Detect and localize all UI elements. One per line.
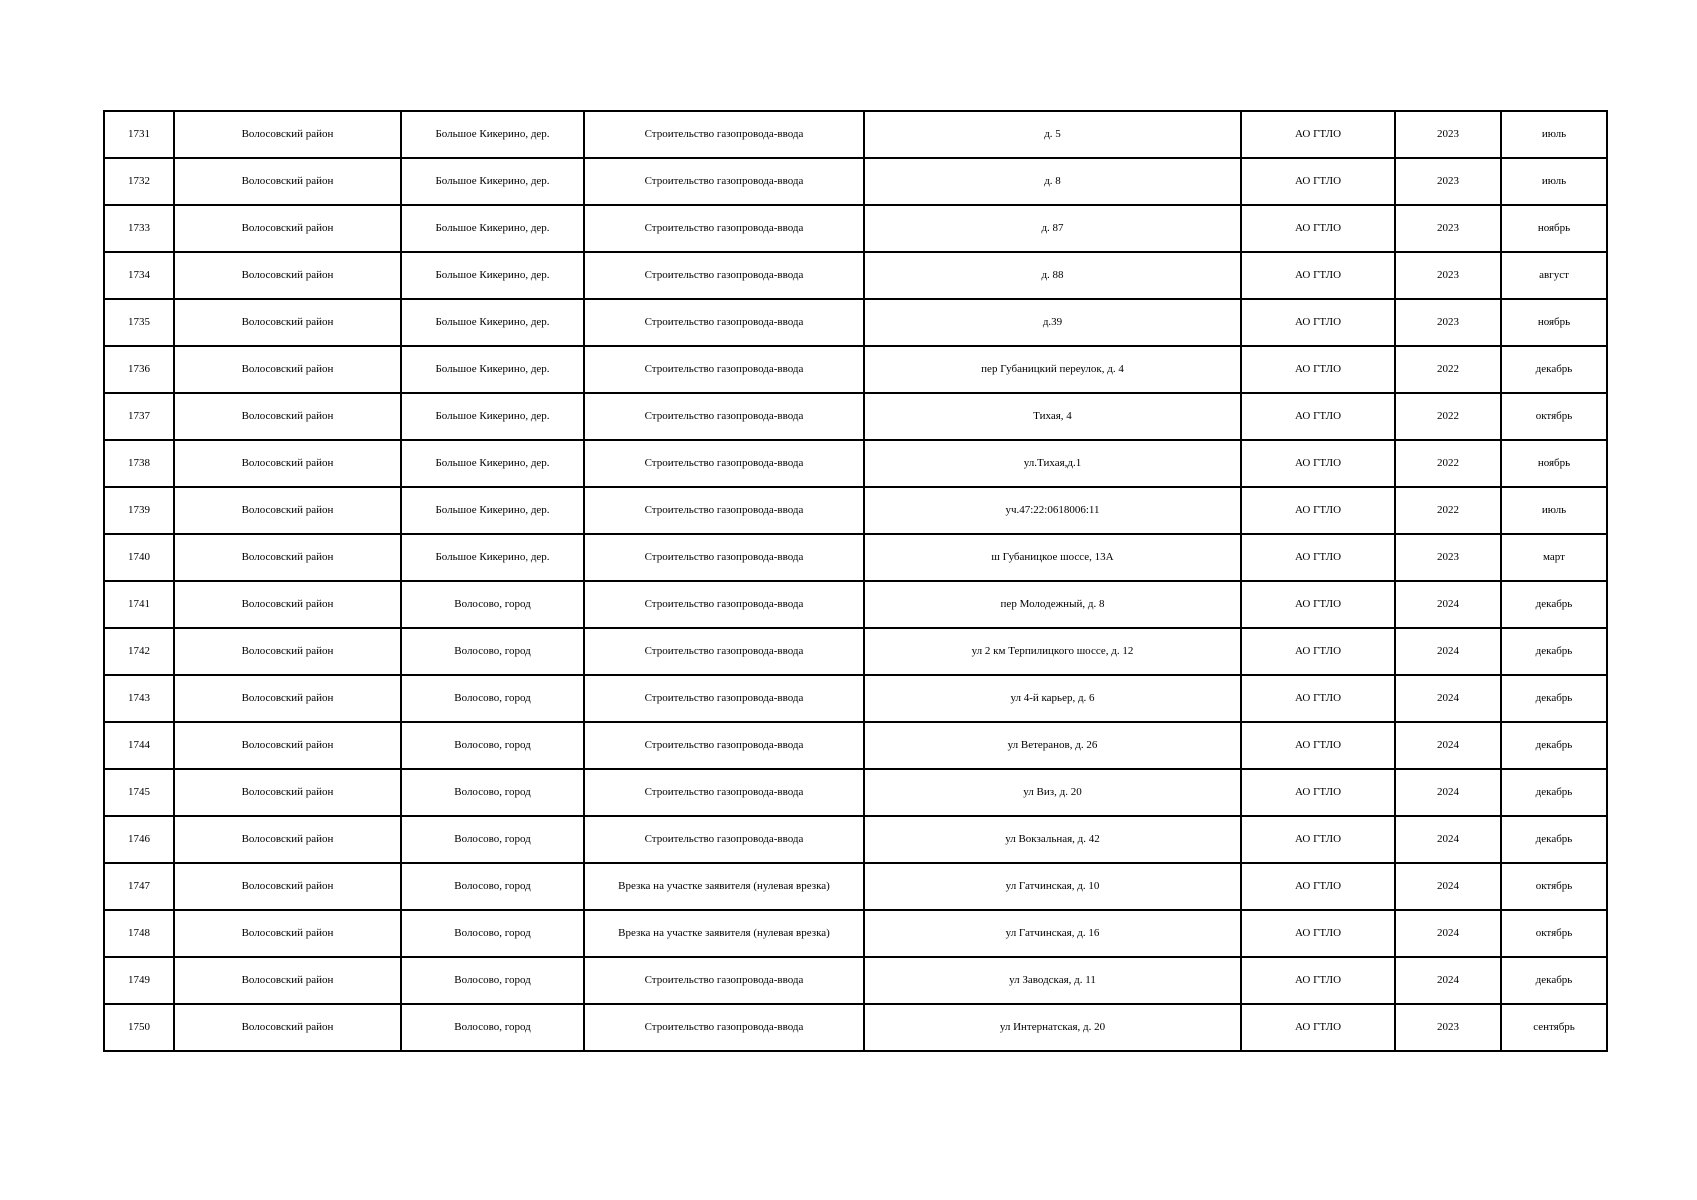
work-type-cell: Строительство газопровода-ввода: [584, 675, 864, 722]
organization-cell: АО ГТЛО: [1241, 111, 1395, 158]
organization-cell: АО ГТЛО: [1241, 581, 1395, 628]
year-cell: 2024: [1395, 863, 1501, 910]
district-cell: Волосовский район: [174, 957, 401, 1004]
organization-cell: АО ГТЛО: [1241, 299, 1395, 346]
gasification-table: [103, 110, 1608, 1052]
work-type-cell: Строительство газопровода-ввода: [584, 158, 864, 205]
row-number-cell: 1741: [104, 581, 174, 628]
year-cell: 2024: [1395, 675, 1501, 722]
work-type-cell: Строительство газопровода-ввода: [584, 628, 864, 675]
organization-cell: АО ГТЛО: [1241, 675, 1395, 722]
row-number-cell: 1735: [104, 299, 174, 346]
year-cell: 2022: [1395, 487, 1501, 534]
year-cell: 2023: [1395, 534, 1501, 581]
table-row: [104, 816, 1607, 863]
work-type-cell: Строительство газопровода-ввода: [584, 534, 864, 581]
locality-cell: Волосово, город: [401, 628, 584, 675]
row-number-cell: 1746: [104, 816, 174, 863]
table-row: [104, 769, 1607, 816]
address-cell: ул Виз, д. 20: [864, 769, 1241, 816]
month-cell: октябрь: [1501, 910, 1607, 957]
locality-cell: Большое Кикерино, дер.: [401, 393, 584, 440]
row-number-cell: 1748: [104, 910, 174, 957]
organization-cell: АО ГТЛО: [1241, 1004, 1395, 1051]
district-cell: Волосовский район: [174, 1004, 401, 1051]
address-cell: д.39: [864, 299, 1241, 346]
month-cell: декабрь: [1501, 628, 1607, 675]
year-cell: 2022: [1395, 346, 1501, 393]
organization-cell: АО ГТЛО: [1241, 534, 1395, 581]
locality-cell: Волосово, город: [401, 675, 584, 722]
work-type-cell: Строительство газопровода-ввода: [584, 487, 864, 534]
table-row: [104, 252, 1607, 299]
table-row: [104, 299, 1607, 346]
work-type-cell: Строительство газопровода-ввода: [584, 252, 864, 299]
address-cell: ул Гатчинская, д. 10: [864, 863, 1241, 910]
year-cell: 2022: [1395, 440, 1501, 487]
year-cell: 2023: [1395, 111, 1501, 158]
locality-cell: Большое Кикерино, дер.: [401, 534, 584, 581]
month-cell: август: [1501, 252, 1607, 299]
row-number-cell: 1744: [104, 722, 174, 769]
row-number-cell: 1739: [104, 487, 174, 534]
table-row: [104, 393, 1607, 440]
table-row: [104, 863, 1607, 910]
district-cell: Волосовский район: [174, 393, 401, 440]
address-cell: ул Заводская, д. 11: [864, 957, 1241, 1004]
table-row: [104, 581, 1607, 628]
row-number-cell: 1734: [104, 252, 174, 299]
district-cell: Волосовский район: [174, 299, 401, 346]
locality-cell: Волосово, город: [401, 581, 584, 628]
locality-cell: Волосово, город: [401, 863, 584, 910]
year-cell: 2023: [1395, 252, 1501, 299]
table-row: [104, 487, 1607, 534]
locality-cell: Волосово, город: [401, 957, 584, 1004]
locality-cell: Большое Кикерино, дер.: [401, 252, 584, 299]
district-cell: Волосовский район: [174, 534, 401, 581]
address-cell: д. 87: [864, 205, 1241, 252]
address-cell: ул.Тихая,д.1: [864, 440, 1241, 487]
row-number-cell: 1742: [104, 628, 174, 675]
locality-cell: Большое Кикерино, дер.: [401, 205, 584, 252]
table-row: [104, 910, 1607, 957]
month-cell: декабрь: [1501, 581, 1607, 628]
work-type-cell: Врезка на участке заявителя (нулевая врезка): [584, 863, 864, 910]
locality-cell: Волосово, город: [401, 1004, 584, 1051]
work-type-cell: Строительство газопровода-ввода: [584, 205, 864, 252]
table-row: [104, 534, 1607, 581]
table-row: [104, 628, 1607, 675]
work-type-cell: Строительство газопровода-ввода: [584, 393, 864, 440]
organization-cell: АО ГТЛО: [1241, 252, 1395, 299]
address-cell: уч.47:22:0618006:11: [864, 487, 1241, 534]
month-cell: октябрь: [1501, 393, 1607, 440]
month-cell: ноябрь: [1501, 205, 1607, 252]
month-cell: ноябрь: [1501, 440, 1607, 487]
organization-cell: АО ГТЛО: [1241, 910, 1395, 957]
address-cell: ул 2 км Терпилицкого шоссе, д. 12: [864, 628, 1241, 675]
row-number-cell: 1738: [104, 440, 174, 487]
table-row: [104, 111, 1607, 158]
district-cell: Волосовский район: [174, 111, 401, 158]
work-type-cell: Строительство газопровода-ввода: [584, 957, 864, 1004]
address-cell: ул Ветеранов, д. 26: [864, 722, 1241, 769]
row-number-cell: 1732: [104, 158, 174, 205]
address-cell: д. 88: [864, 252, 1241, 299]
district-cell: Волосовский район: [174, 252, 401, 299]
table-row: [104, 675, 1607, 722]
district-cell: Волосовский район: [174, 769, 401, 816]
year-cell: 2024: [1395, 722, 1501, 769]
address-cell: д. 8: [864, 158, 1241, 205]
address-cell: ул Интернатская, д. 20: [864, 1004, 1241, 1051]
row-number-cell: 1749: [104, 957, 174, 1004]
work-type-cell: Строительство газопровода-ввода: [584, 581, 864, 628]
row-number-cell: 1736: [104, 346, 174, 393]
organization-cell: АО ГТЛО: [1241, 722, 1395, 769]
row-number-cell: 1750: [104, 1004, 174, 1051]
year-cell: 2024: [1395, 957, 1501, 1004]
table-body: [104, 111, 1607, 1051]
address-cell: пер Молодежный, д. 8: [864, 581, 1241, 628]
row-number-cell: 1737: [104, 393, 174, 440]
locality-cell: Большое Кикерино, дер.: [401, 440, 584, 487]
work-type-cell: Строительство газопровода-ввода: [584, 346, 864, 393]
address-cell: Тихая, 4: [864, 393, 1241, 440]
table-row: [104, 205, 1607, 252]
address-cell: ул 4-й карьер, д. 6: [864, 675, 1241, 722]
organization-cell: АО ГТЛО: [1241, 440, 1395, 487]
address-cell: ш Губаницкое шоссе, 13А: [864, 534, 1241, 581]
year-cell: 2024: [1395, 910, 1501, 957]
locality-cell: Волосово, город: [401, 769, 584, 816]
month-cell: декабрь: [1501, 816, 1607, 863]
district-cell: Волосовский район: [174, 863, 401, 910]
locality-cell: Волосово, город: [401, 910, 584, 957]
year-cell: 2023: [1395, 205, 1501, 252]
work-type-cell: Строительство газопровода-ввода: [584, 111, 864, 158]
month-cell: июль: [1501, 111, 1607, 158]
address-cell: ул Вокзальная, д. 42: [864, 816, 1241, 863]
month-cell: декабрь: [1501, 346, 1607, 393]
table-row: [104, 957, 1607, 1004]
district-cell: Волосовский район: [174, 205, 401, 252]
year-cell: 2023: [1395, 299, 1501, 346]
work-type-cell: Строительство газопровода-ввода: [584, 1004, 864, 1051]
organization-cell: АО ГТЛО: [1241, 957, 1395, 1004]
organization-cell: АО ГТЛО: [1241, 346, 1395, 393]
table-row: [104, 1004, 1607, 1051]
district-cell: Волосовский район: [174, 816, 401, 863]
locality-cell: Большое Кикерино, дер.: [401, 487, 584, 534]
organization-cell: АО ГТЛО: [1241, 863, 1395, 910]
row-number-cell: 1747: [104, 863, 174, 910]
organization-cell: АО ГТЛО: [1241, 487, 1395, 534]
district-cell: Волосовский район: [174, 581, 401, 628]
locality-cell: Большое Кикерино, дер.: [401, 111, 584, 158]
work-type-cell: Строительство газопровода-ввода: [584, 769, 864, 816]
address-cell: пер Губаницкий переулок, д. 4: [864, 346, 1241, 393]
table-row: [104, 722, 1607, 769]
month-cell: март: [1501, 534, 1607, 581]
organization-cell: АО ГТЛО: [1241, 816, 1395, 863]
month-cell: декабрь: [1501, 722, 1607, 769]
row-number-cell: 1745: [104, 769, 174, 816]
year-cell: 2024: [1395, 581, 1501, 628]
district-cell: Волосовский район: [174, 910, 401, 957]
work-type-cell: Строительство газопровода-ввода: [584, 816, 864, 863]
year-cell: 2024: [1395, 769, 1501, 816]
month-cell: сентябрь: [1501, 1004, 1607, 1051]
work-type-cell: Строительство газопровода-ввода: [584, 440, 864, 487]
work-type-cell: Строительство газопровода-ввода: [584, 299, 864, 346]
table-row: [104, 346, 1607, 393]
address-cell: ул Гатчинская, д. 16: [864, 910, 1241, 957]
district-cell: Волосовский район: [174, 675, 401, 722]
work-type-cell: Строительство газопровода-ввода: [584, 722, 864, 769]
district-cell: Волосовский район: [174, 628, 401, 675]
organization-cell: АО ГТЛО: [1241, 158, 1395, 205]
month-cell: октябрь: [1501, 863, 1607, 910]
work-type-cell: Врезка на участке заявителя (нулевая врезка): [584, 910, 864, 957]
year-cell: 2022: [1395, 393, 1501, 440]
district-cell: Волосовский район: [174, 722, 401, 769]
year-cell: 2023: [1395, 158, 1501, 205]
row-number-cell: 1743: [104, 675, 174, 722]
organization-cell: АО ГТЛО: [1241, 205, 1395, 252]
year-cell: 2024: [1395, 628, 1501, 675]
month-cell: декабрь: [1501, 957, 1607, 1004]
month-cell: ноябрь: [1501, 299, 1607, 346]
locality-cell: Волосово, город: [401, 816, 584, 863]
district-cell: Волосовский район: [174, 487, 401, 534]
district-cell: Волосовский район: [174, 440, 401, 487]
locality-cell: Волосово, город: [401, 722, 584, 769]
year-cell: 2024: [1395, 816, 1501, 863]
table-row: [104, 440, 1607, 487]
month-cell: декабрь: [1501, 675, 1607, 722]
table-row: [104, 158, 1607, 205]
district-cell: Волосовский район: [174, 346, 401, 393]
organization-cell: АО ГТЛО: [1241, 393, 1395, 440]
row-number-cell: 1731: [104, 111, 174, 158]
month-cell: декабрь: [1501, 769, 1607, 816]
organization-cell: АО ГТЛО: [1241, 628, 1395, 675]
month-cell: июль: [1501, 487, 1607, 534]
locality-cell: Большое Кикерино, дер.: [401, 346, 584, 393]
district-cell: Волосовский район: [174, 158, 401, 205]
row-number-cell: 1733: [104, 205, 174, 252]
row-number-cell: 1740: [104, 534, 174, 581]
year-cell: 2023: [1395, 1004, 1501, 1051]
organization-cell: АО ГТЛО: [1241, 769, 1395, 816]
address-cell: д. 5: [864, 111, 1241, 158]
month-cell: июль: [1501, 158, 1607, 205]
locality-cell: Большое Кикерино, дер.: [401, 158, 584, 205]
locality-cell: Большое Кикерино, дер.: [401, 299, 584, 346]
